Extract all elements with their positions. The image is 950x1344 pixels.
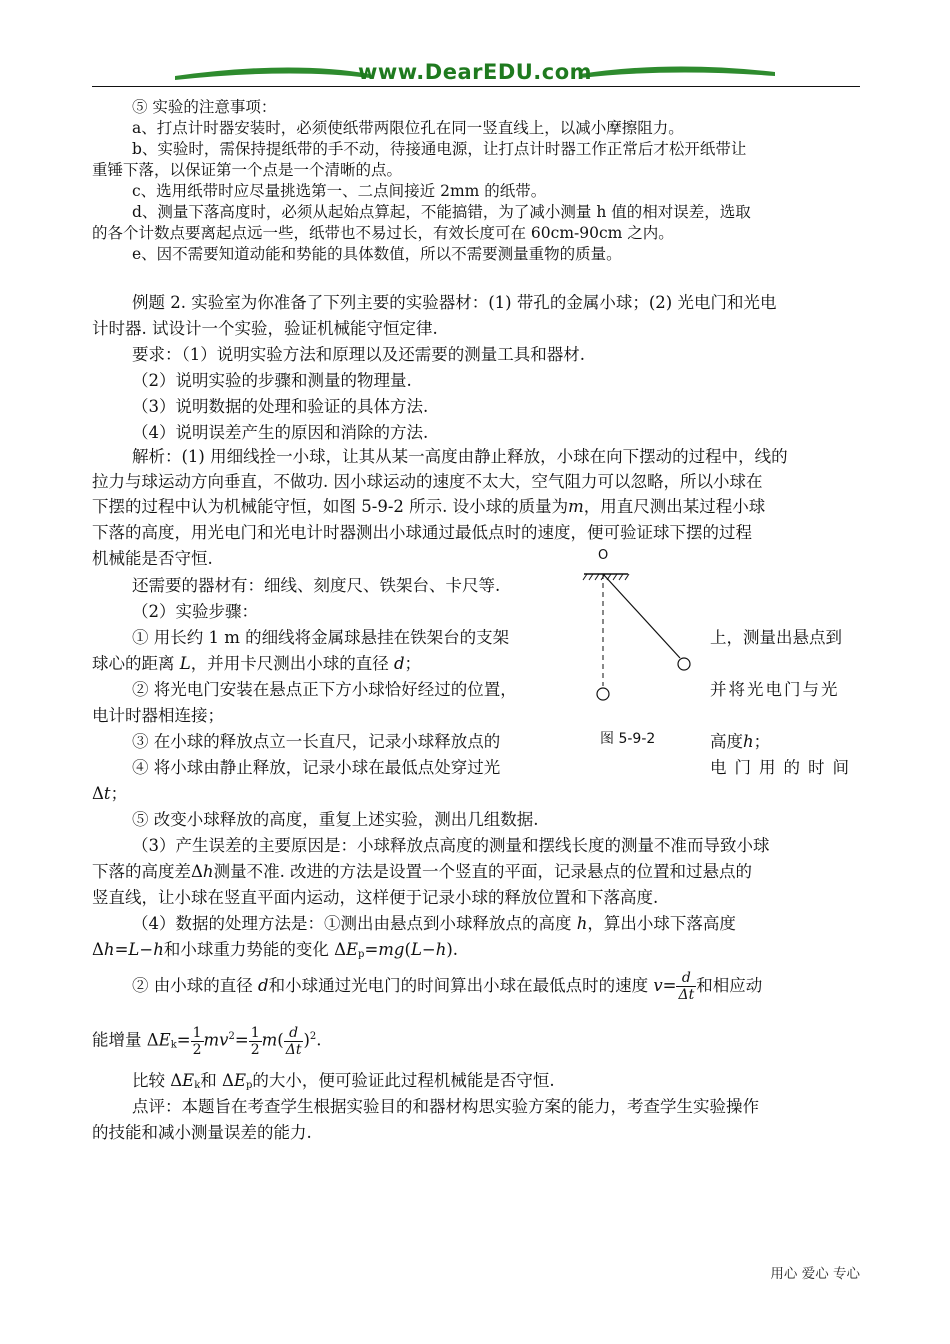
steps-heading: （2）实验步骤：	[132, 602, 258, 621]
step-3-right: 高度h；	[710, 732, 771, 751]
step-1-cont: 球心的距离 L，并用卡尺测出小球的直径 d；	[92, 654, 422, 673]
half-fraction-1: $\frac{1}{2}$	[192, 1024, 202, 1058]
compare-line: 比较 $\Delta E_k$和 $\Delta E_p$的大小，便可验证此过程机械能是否守恒.	[132, 1071, 555, 1091]
comment-line-2: 的技能和减小测量误差的能力.	[92, 1123, 312, 1142]
step-2-left: ② 将光电门安装在悬点正下方小球恰好经过的位置，	[132, 680, 517, 699]
error-line-1: （3）产生误差的主要原因是：小球释放点高度的测量和摆线长度的测量不准而导致小球	[132, 836, 770, 855]
solution-line-2: 拉力与球运动方向垂直，不做功. 因小球运动的速度不太大，空气阻力可以忽略，所以小球在	[92, 472, 763, 491]
half-fraction-2: $\frac{1}{2}$	[250, 1024, 260, 1058]
figure-caption: 图 5-9-2	[600, 731, 656, 747]
step-4-left: ④ 将小球由静止释放，记录小球在最低点处穿过光	[132, 758, 501, 777]
footer-motto: 用心 爱心 专心	[770, 1266, 860, 1282]
solution-line-4: 下落的高度，用光电门和光电计时器测出小球通过最低点时的速度，便可验证球下摆的过程	[92, 523, 752, 542]
requirement-2: （2）说明实验的步骤和测量的物理量.	[132, 371, 412, 390]
velocity-line: ② 由小球的直径 d和小球通过光电门的时间算出小球在最低点时的速度 v= $\frac{d}{\Delta t}$ 和相应动	[132, 970, 763, 1003]
step-1-right: 上，测量出悬点到	[710, 628, 842, 647]
error-line-2: 下落的高度差Δh测量不准. 改进的方法是设置一个竖直的平面，记录悬点的位置和过悬点的	[92, 862, 753, 881]
notes-line-7: 的各个计数点要离起点远一些，纸带也不易过长，有效长度可在 60cm-90cm 之内。	[92, 224, 674, 242]
d-over-dt-fraction: $\frac{d}{\Delta t}$	[285, 1024, 302, 1058]
step-5: ⑤ 改变小球释放的高度，重复上述实验，测出几组数据.	[132, 810, 539, 829]
notes-line-6: d、测量下落高度时，必须从起始点算起，不能搞错，为了减小测量 h 值的相对误差，选取	[132, 203, 751, 221]
logo-text: www.DearEDU.com	[357, 60, 593, 84]
step-2-cont: 电计时器相连接；	[92, 706, 224, 725]
example-line-1: 例题 2. 实验室为你准备了下列主要的实验器材：(1) 带孔的金属小球；(2) 光电门和光电	[132, 293, 777, 312]
notes-line-4: 重锤下落，以保证第一个点是一个清晰的点。	[92, 161, 403, 179]
notes-line-8: e、因不需要知道动能和势能的具体数值，所以不需要测量重物的质量。	[132, 245, 622, 263]
notes-line-3: b、实验时，需保持提纸带的手不动，待接通电源，让打点计时器工作正常后才松开纸带让	[132, 140, 747, 158]
ball-release	[678, 658, 690, 670]
pivot-label: O	[598, 548, 609, 563]
solution-line-3: 下摆的过程中认为机械能守恒，如图 5-9-2 所示. 设小球的质量为m，用直尺测出某过程小球	[92, 497, 766, 516]
step-4-right: 电门用的时间	[710, 758, 857, 777]
kinetic-energy-line: 能增量 $\Delta E_k=$ $\frac{1}{2}$ $mv^2=$ $\frac{1}{2}$ m( $\frac{d}{\Delta t}$ )$^2$.	[92, 1024, 322, 1058]
requirement-4: （4）说明误差产生的原因和消除的方法.	[132, 423, 429, 442]
data-line-1: （4）数据的处理方法是：①测出由悬点到小球释放点的高度 h，算出小球下落高度	[132, 914, 736, 933]
notes-line-1: ⑤ 实验的注意事项：	[132, 98, 277, 116]
step-4-cont: Δt；	[92, 784, 128, 803]
error-line-3: 竖直线，让小球在竖直平面内运动，这样便于记录小球的释放位置和下落高度.	[92, 888, 659, 907]
equipment-line: 还需要的器材有：细线、刻度尺、铁架台、卡尺等.	[132, 576, 501, 595]
velocity-fraction: $\frac{d}{\Delta t}$	[678, 970, 695, 1003]
notes-line-5: c、选用纸带时应尽量挑选第一、二点间接近 2mm 的纸带。	[132, 182, 547, 200]
example-line-2: 计时器. 试设计一个实验，验证机械能守恒定律.	[92, 319, 438, 338]
solution-line-1: 解析：(1) 用细线拴一小球，让其从某一高度由静止释放，小球在向下摆动的过程中，线的	[132, 447, 788, 466]
step-1-left: ① 用长约 1 m 的细线将金属球悬挂在铁架台的支架	[132, 628, 510, 647]
data-line-2: Δh=L−h和小球重力势能的变化 $\Delta E_p=mg(L-h)$.	[92, 940, 459, 960]
step-3-left: ③ 在小球的释放点立一长直尺，记录小球释放点的	[132, 732, 501, 751]
requirement-3: （3）说明数据的处理和验证的具体方法.	[132, 397, 429, 416]
pendulum-figure	[580, 548, 700, 748]
notes-line-2: a、打点计时器安装时，必须使纸带两限位孔在同一竖直线上，以减小摩擦阻力。	[132, 119, 684, 137]
ball-low	[597, 688, 609, 700]
comment-line-1: 点评：本题旨在考查学生根据实验目的和器材构思实验方案的能力，考查学生实验操作	[132, 1097, 759, 1116]
pendulum-diagram	[580, 558, 700, 708]
header-rule	[92, 86, 860, 87]
step-2-right: 并将光电门与光	[710, 680, 840, 699]
solution-line-5: 机械能是否守恒.	[92, 549, 213, 568]
requirement-1: 要求：（1）说明实验方法和原理以及还需要的测量工具和器材.	[132, 345, 585, 364]
